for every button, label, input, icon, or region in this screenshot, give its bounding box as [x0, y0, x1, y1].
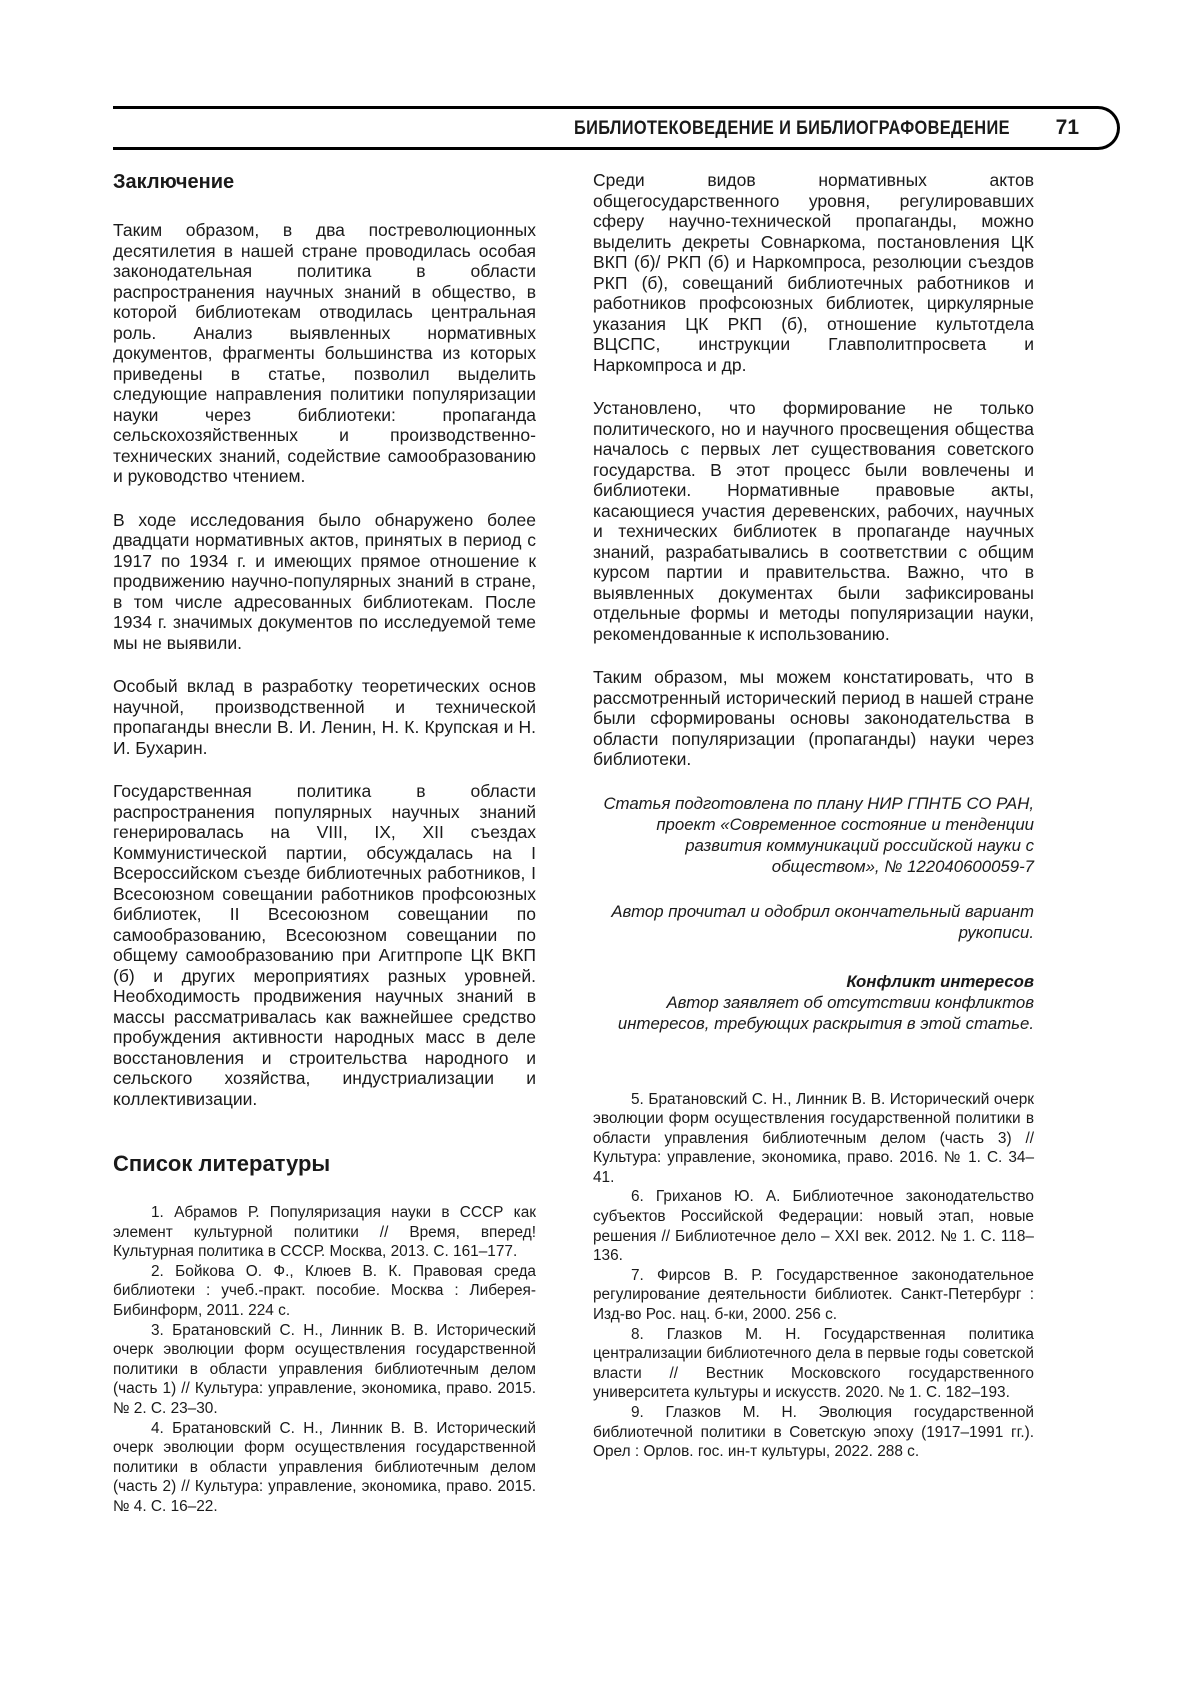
reference-item: 9. Глазков М. Н. Эволюция государственной библиотечной политики в Советскую эпоху (1917–1991 гг.). Орел : Орлов. гос. ин-т культуры, 2022. 288 с.: [593, 1404, 1034, 1461]
reference-item: 4. Братановский С. Н., Линник В. В. Исторический очерк эволюции форм осуществления государственной политики в области управления библиотечным делом (часть 2) // Культура: управление, экономика, право. 2015. № 4. С. 16–22.: [113, 1419, 536, 1515]
paragraph: Таким образом, в два постреволюционных десятилетия в нашей стране проводилась особая законодательная политика в области распространения научных знаний в общество, в которой библиотекам отводилась центральная роль. Анализ выявленных нормативных документов, фрагменты большинства из которых приведены в статье, позволил выделить следующие направления политики популяризации науки через библиотеки: пропаганда сельскохозяйственных и производственно-технических знаний, содействие самообразованию и руководство чтением.: [113, 220, 536, 486]
reference-item: 5. Братановский С. Н., Линник В. В. Исторический очерк эволюции форм осуществления государственной политики в области управления библиотечным делом (часть 3) // Культура: управление, экономика, право. 2016. № 1. С. 34–41.: [593, 1090, 1034, 1186]
paragraph: В ходе исследования было обнаружено более двадцати нормативных актов, принятых в период с 1917 по 1934 г. и имеющих прямое отношение к продвижению научно-популярных знаний в стране, в том числе адресованных библиотекам. После 1934 г. значимых документов по исследуемой теме мы не выявили.: [113, 509, 536, 653]
references-heading: Список литературы: [113, 1151, 331, 1176]
funding-note: Статья подготовлена по плану НИР ГПНТБ СО РАН, проект «Современное состояние и тенденции развития коммуникаций российской науки с обществом», № 122040600059-7: [603, 793, 1034, 876]
two-column-layout: [113, 170, 1034, 1517]
right-column: [593, 170, 1034, 1517]
page-header: [113, 106, 1120, 150]
paragraph: Таким образом, мы можем констатировать, что в рассмотренный исторический период в нашей стране были сформированы основы законодательства в области популяризации (пропаганды) науки через библиотеки.: [593, 667, 1034, 769]
conflict-of-interest-note: Автор заявляет об отсутствии конфликтов интересов, требующих раскрытия в этой статье.: [617, 992, 1034, 1033]
paragraph: Установлено, что формирование не только политического, но и научного просвещения общества началось с первых лет существования советского государства. В этот процесс были вовлечены и библиотеки. Нормативные правовые акты, касающиеся участия деревенских, рабочих, научных и технических библиотек в пропаганде научных знаний, разрабатывались в соответствии с общим курсом партии и правительства. Важно, что в выявленных документах были зафиксированы отдельные формы и методы популяризации науки, рекомендованные к использованию.: [593, 398, 1034, 644]
section-title: БИБЛИОТЕКОВЕДЕНИЕ И БИБЛИОГРАФОВЕДЕНИЕ: [573, 116, 1010, 139]
paragraph: Особый вклад в разработку теоретических основ научной, производственной и технической пропаганды внесли В. И. Ленин, Н. К. Крупская и Н. И. Бухарин.: [113, 676, 536, 758]
right-references-group: [593, 1090, 1034, 1462]
reference-item: 1. Абрамов Р. Популяризация науки в СССР как элемент культурной политики // Время, вперед! Культурная политика в СССР. Москва, 2013. С. 161–177.: [113, 1204, 536, 1261]
paragraph: Государственная политика в области распространения популярных научных знаний генерировалась на VIII, IX, XII съездах Коммунистической партии, обсуждалась на I Всероссийском съезде библиотечных работников, I Всесоюзном совещании работников профсоюзных библиотек, II Всесоюзном совещании по самообразованию, Всесоюзном совещании по общему самообразованию при Агитпропе ЦК ВКП (б) и других мероприятиях разных уровней. Необходимость продвижения научных знаний в массы рассматривалась как важнейшее средство пробуждения активности народных масс в деле восстановления и строительства народного и сельского хозяйства, индустриализации и коллективизации.: [113, 781, 536, 1109]
left-column: [113, 170, 536, 1517]
reference-item: 3. Братановский С. Н., Линник В. В. Исторический очерк эволюции форм осуществления государственной политики в области управления библиотечным делом (часть 1) // Культура: управление, экономика, право. 2015. № 2. С. 23–30.: [113, 1321, 536, 1417]
conclusion-heading: Заключение: [113, 171, 235, 193]
reference-item: 6. Гриханов Ю. А. Библиотечное законодательство субъектов Российской Федерации: новый этап, новые решения // Библиотечное дело – XXI век. 2012. № 1. С. 118–136.: [593, 1188, 1034, 1265]
page-number: 71: [1055, 116, 1079, 139]
reference-item: 2. Бойкова О. Ф., Клюев В. К. Правовая среда библиотеки : учеб.-практ. пособие. Москва : Либерея-Бибинформ, 2011. 224 с.: [113, 1262, 536, 1319]
paragraph: Среди видов нормативных актов общегосударственного уровня, регулировавших сферу научно-технической пропаганды, можно выделить декреты Совнаркома, постановления ЦК ВКП (б)/ РКП (б) и Наркомпроса, резолюции съездов РКП (б), совещаний библиотечных работников и работников профсоюзных библиотек, циркулярные указания ЦК РКП (б), отношение культотдела ВЦСПС, инструкции Главполитпросвета и Наркомпроса и др.: [593, 170, 1034, 375]
author-approval-note: Автор прочитал и одобрил окончательный вариант рукописи.: [611, 901, 1034, 942]
reference-item: 7. Фирсов В. Р. Государственное законодательное регулирование деятельности библиотек. Санкт-Петербург : Изд-во Рос. нац. б-ки, 2000. 256 с.: [593, 1266, 1034, 1324]
conflict-of-interest-heading: Конфликт интересов: [846, 971, 1034, 991]
reference-item: 8. Глазков М. Н. Государственная политика централизации библиотечного дела в первые годы советской власти // Вестник Московского государственного университета культуры и искусств. 2020. № 1. С. 182–193.: [593, 1325, 1034, 1402]
